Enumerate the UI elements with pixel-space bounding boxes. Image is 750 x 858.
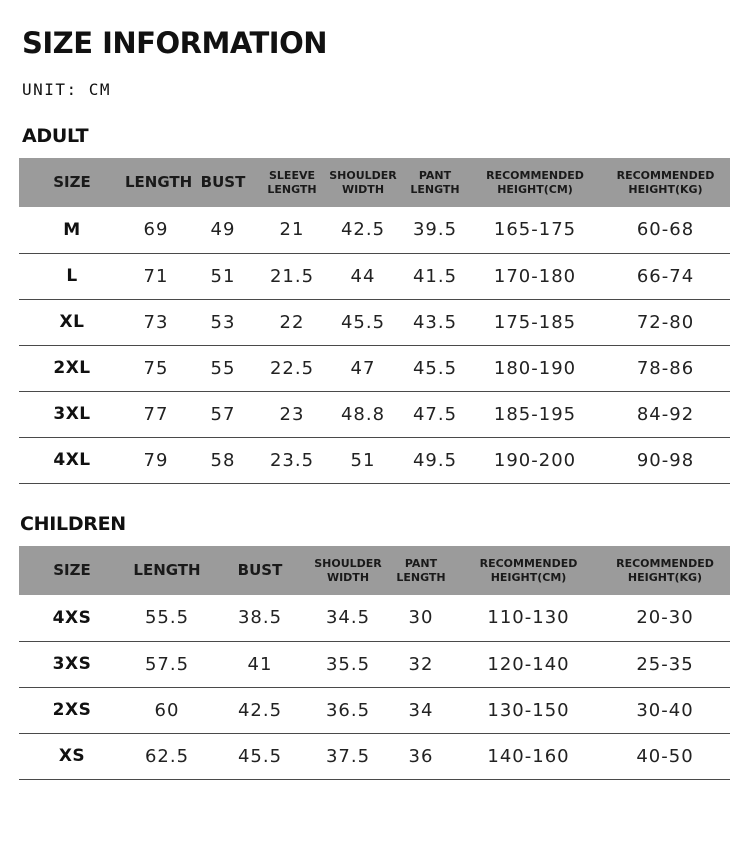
- table-cell: 49.5: [412, 449, 458, 471]
- table-cell: 55.5: [144, 607, 190, 629]
- table-cell: 23.5: [269, 449, 315, 471]
- header-text: PANT: [404, 556, 438, 570]
- table-cell: 73: [143, 311, 169, 333]
- table-cell: 77: [143, 403, 169, 425]
- adult-column-header: [259, 158, 325, 207]
- table-cell: 47.5: [412, 403, 458, 425]
- table-cell: 79: [143, 449, 169, 471]
- adult-column-header: [601, 158, 730, 207]
- table-cell: 185-195: [493, 403, 577, 425]
- table-cell: 75: [143, 357, 169, 379]
- table-cell: 21: [279, 219, 305, 241]
- table-row: [19, 345, 730, 391]
- size-cell: M: [63, 219, 81, 240]
- table-cell: 62.5: [144, 745, 190, 767]
- table-cell: 20-30: [636, 607, 694, 629]
- table-row: [19, 641, 730, 687]
- children-table-body: [19, 595, 730, 779]
- adult-column-header: [469, 158, 601, 207]
- header-text: RECOMMENDED: [486, 168, 584, 182]
- table-cell: 41: [247, 653, 273, 675]
- children-column-header: [125, 546, 209, 595]
- header-text: BUST: [200, 173, 246, 192]
- table-row: [19, 253, 730, 299]
- table-cell: 23: [279, 403, 305, 425]
- table-cell: 45.5: [340, 311, 386, 333]
- table-cell: 90-98: [636, 449, 695, 471]
- table-cell: 55: [210, 357, 236, 379]
- table-cell: 60: [154, 699, 180, 721]
- size-cell: 2XL: [53, 358, 91, 378]
- table-cell: 190-200: [493, 449, 577, 471]
- header-text: WIDTH: [341, 182, 385, 196]
- header-text: SHOULDER: [329, 168, 397, 182]
- table-row: [19, 437, 730, 483]
- children-column-header: [385, 546, 457, 595]
- table-cell: 51: [350, 449, 376, 471]
- table-row: [19, 207, 730, 253]
- header-text: HEIGHT(CM): [490, 570, 567, 584]
- children-header-row: [19, 546, 730, 595]
- table-cell: 53: [210, 311, 236, 333]
- table-cell: 49: [210, 219, 236, 241]
- size-cell: XS: [58, 746, 86, 766]
- header-text: RECOMMENDED: [479, 556, 578, 570]
- header-text: LENGTH: [410, 182, 460, 196]
- table-cell: 58: [210, 449, 236, 471]
- children-column-header: [311, 546, 385, 595]
- unit-label: UNIT: CM: [22, 80, 112, 99]
- header-text: WIDTH: [326, 570, 370, 584]
- table-cell: 25-35: [636, 653, 694, 675]
- table-cell: 40-50: [636, 745, 694, 767]
- table-cell: 72-80: [636, 311, 695, 333]
- children-column-header: [19, 546, 125, 595]
- header-text: SLEEVE: [269, 168, 315, 182]
- table-cell: 30-40: [636, 699, 694, 721]
- table-cell: 36.5: [325, 699, 371, 721]
- size-cell: 4XS: [52, 607, 92, 628]
- table-cell: 120-140: [487, 653, 570, 675]
- adult-column-header: [401, 158, 469, 207]
- table-cell: 21.5: [269, 265, 315, 287]
- table-cell: 57: [210, 403, 236, 425]
- adult-column-header: [19, 158, 125, 207]
- table-cell: 37.5: [325, 745, 371, 767]
- size-cell: XL: [59, 312, 85, 332]
- table-cell: 180-190: [493, 357, 577, 379]
- table-cell: 39.5: [412, 219, 458, 241]
- adult-column-header: [325, 158, 401, 207]
- table-row: [19, 391, 730, 437]
- adult-table-body: [19, 207, 730, 483]
- table-row: [19, 595, 730, 641]
- table-cell: 22.5: [269, 357, 315, 379]
- children-column-header: [209, 546, 311, 595]
- table-cell: 60-68: [636, 219, 695, 241]
- table-cell: 35.5: [325, 653, 371, 675]
- table-cell: 43.5: [412, 311, 458, 333]
- header-text: LENGTH: [133, 561, 201, 580]
- adult-size-table: [19, 158, 730, 484]
- table-cell: 71: [143, 265, 169, 287]
- header-text: HEIGHT(CM): [497, 182, 573, 196]
- children-size-table: [19, 546, 730, 780]
- table-cell: 41.5: [412, 265, 458, 287]
- table-cell: 48.8: [340, 403, 386, 425]
- header-text: LENGTH: [125, 173, 193, 192]
- table-cell: 170-180: [493, 265, 577, 287]
- table-cell: 57.5: [144, 653, 190, 675]
- table-cell: 175-185: [493, 311, 577, 333]
- children-column-header: [600, 546, 730, 595]
- table-cell: 22: [279, 311, 305, 333]
- size-cell: 3XS: [52, 654, 92, 674]
- table-cell: 42.5: [237, 699, 283, 721]
- children-heading: CHILDREN: [20, 513, 126, 535]
- table-cell: 34: [408, 699, 434, 721]
- header-text: RECOMMENDED: [616, 556, 714, 570]
- table-cell: 165-175: [493, 219, 577, 241]
- header-text: HEIGHT(KG): [627, 570, 703, 584]
- table-row: [19, 299, 730, 345]
- page-title: SIZE INFORMATION: [22, 26, 328, 60]
- adult-header-row: [19, 158, 730, 207]
- table-row: [19, 687, 730, 733]
- table-cell: 30: [408, 607, 434, 629]
- header-text: SIZE: [53, 173, 91, 192]
- header-text: RECOMMENDED: [616, 168, 715, 182]
- adult-column-header: [187, 158, 259, 207]
- table-cell: 38.5: [237, 607, 283, 629]
- table-cell: 47: [350, 357, 376, 379]
- table-row: [19, 733, 730, 779]
- table-cell: 69: [143, 219, 169, 241]
- adult-column-header: [125, 158, 193, 207]
- header-text: LENGTH: [267, 182, 317, 196]
- table-cell: 84-92: [636, 403, 695, 425]
- size-cell: L: [66, 266, 78, 286]
- table-cell: 45.5: [412, 357, 458, 379]
- header-text: HEIGHT(KG): [628, 182, 703, 196]
- table-cell: 51: [210, 265, 236, 287]
- header-text: SIZE: [53, 561, 91, 580]
- table-cell: 42.5: [340, 219, 386, 241]
- table-cell: 32: [408, 653, 434, 675]
- header-text: PANT: [418, 168, 452, 182]
- table-cell: 110-130: [487, 607, 570, 629]
- adult-heading: ADULT: [22, 125, 89, 147]
- table-cell: 36: [408, 745, 434, 767]
- header-text: LENGTH: [396, 570, 446, 584]
- size-cell: 2XS: [52, 700, 92, 720]
- header-text: BUST: [237, 561, 283, 580]
- table-cell: 45.5: [237, 745, 283, 767]
- size-cell: 4XL: [53, 450, 91, 470]
- header-text: SHOULDER: [314, 556, 382, 570]
- size-cell: 3XL: [53, 404, 91, 424]
- children-column-header: [457, 546, 600, 595]
- table-cell: 78-86: [636, 357, 695, 379]
- table-cell: 130-150: [487, 699, 570, 721]
- table-cell: 66-74: [636, 265, 695, 287]
- table-cell: 34.5: [325, 607, 371, 629]
- table-cell: 44: [350, 265, 376, 287]
- table-cell: 140-160: [487, 745, 570, 767]
